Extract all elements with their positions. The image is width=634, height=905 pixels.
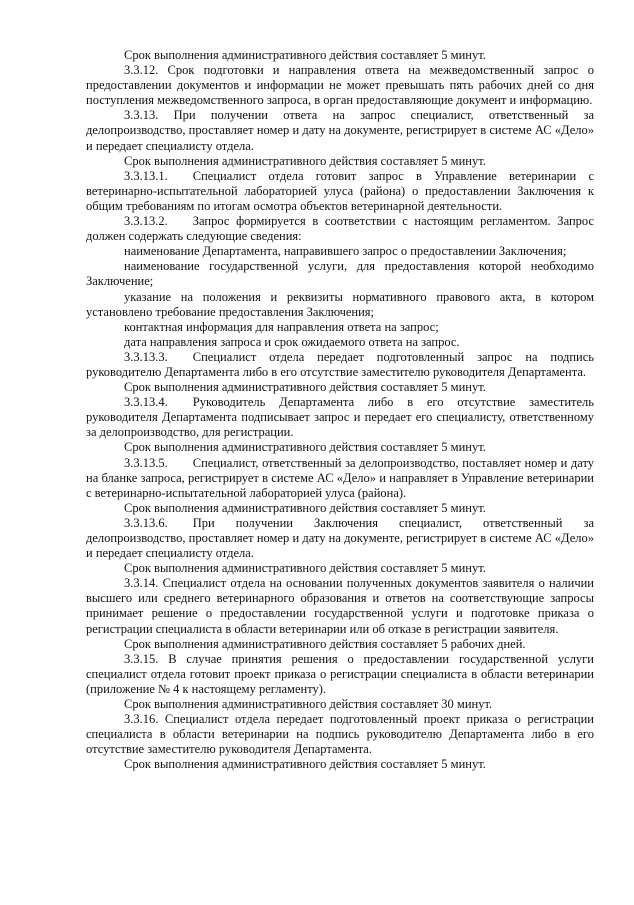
paragraph-24: 3.3.16. Специалист отдела передает подготовленный проект приказа о регистрации специалиста в области ветеринарии на подпись руководителю Департамента либо в его отсутствие заместителю руководителя Департамента. [86,712,594,757]
paragraph-14: 3.3.13.4. Руководитель Департамента либо в его отсутствие заместитель руководителя Департамента подписывает запрос и передает его специалисту, ответственному за делопроизводство, для регистрации. [86,395,594,440]
paragraph-10: контактная информация для направления ответа на запрос; [124,319,439,334]
paragraph-20: 3.3.14. Специалист отдела на основании полученных документов заявителя о наличии высшего или среднего ветеринарного образования и ответов на соответствующие запросы принимает решение о предоставлении государственной услуги и подготовке приказа о регистрации специалиста в области ветеринарии или об отказе в регистрации заявителя. [86,576,594,636]
paragraph-7: наименование Департамента, направившего запрос о предоставлении Заключения; [124,244,567,259]
paragraph-21: Срок выполнения административного действия составляет 5 рабочих дней. [124,636,526,651]
paragraph-6: 3.3.13.2. Запрос формируется в соответствии с настоящим регламентом. Запрос должен содержать следующие сведения: [86,214,594,244]
paragraph-1: Срок выполнения административного действия составляет 5 минут. [124,48,486,62]
paragraph-22: 3.3.15. В случае принятия решения о предоставлении государственной услуги специалист отдела готовит проект приказа о регистрации специалиста в области ветеринарии (приложение № 4 к настоящему регламенту). [86,651,594,696]
document-page [86,48,594,773]
paragraph-3: 3.3.13. При получении ответа на запрос специалист, ответственный за делопроизводство, проставляет номер и дату на документе, регистрирует в системе АС «Дело» и передает специалисту отдела. [86,108,594,153]
paragraph-17: Срок выполнения административного действия составляет 5 минут. [124,500,486,515]
paragraph-15: Срок выполнения административного действия составляет 5 минут. [124,440,486,455]
paragraph-12: 3.3.13.3. Специалист отдела передает подготовленный запрос на подпись руководителю Департамента либо в его отсутствие заместителю руководителя Департамента. [86,349,594,379]
paragraph-8: наименование государственной услуги, для предоставления которой необходимо Заключение; [86,259,594,289]
paragraph-16: 3.3.13.5. Специалист, ответственный за делопроизводство, поставляет номер и дату на бланке запроса, регистрирует в системе АС «Дело» и направляет в Управление ветеринарии с ветеринарно-испытательной лабораторией улуса (района). [86,455,594,500]
paragraph-19: Срок выполнения административного действия составляет 5 минут. [124,561,486,576]
paragraph-11: дата направления запроса и срок ожидаемого ответа на запрос. [124,334,460,349]
paragraph-5: 3.3.13.1. Специалист отдела готовит запрос в Управление ветеринарии с ветеринарно-испытательной лабораторией улуса (района) о предоставлении Заключения к общим требованиям по итогам осмотра объектов ветеринарной деятельности. [86,168,594,213]
paragraph-18: 3.3.13.6. При получении Заключения специалист, ответственный за делопроизводство, проставляет номер и дату на документе, регистрирует в системе АС «Дело» и передает специалисту отдела. [86,515,594,561]
paragraph-2: 3.3.12. Срок подготовки и направления ответа на межведомственный запрос о предоставлении документов и информации не может превышать пять рабочих дней со дня поступления межведомственного запроса, в орган предоставляющие документ и информацию. [86,63,594,108]
paragraph-9: указание на положения и реквизиты нормативного правового акта, в котором установлено требование предоставления Заключения; [86,289,594,319]
paragraph-13: Срок выполнения административного действия составляет 5 минут. [124,380,486,395]
paragraph-23: Срок выполнения административного действия составляет 30 минут. [124,697,493,712]
paragraph-4: Срок выполнения административного действия составляет 5 минут. [124,153,486,168]
paragraph-25: Срок выполнения административного действия составляет 5 минут. [124,757,486,772]
